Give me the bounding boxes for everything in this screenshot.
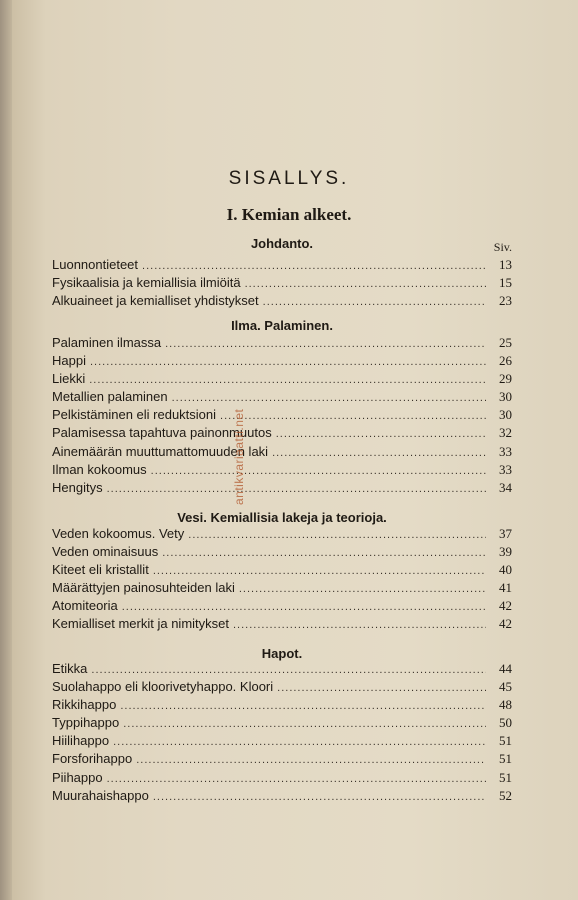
toc-entry-label: Suolahappo eli kloorivetyhappo. Kloori [52,679,274,695]
toc-entry [52,424,512,442]
toc-entry-page: 37 [499,526,512,541]
toc-entry-label: Määrättyjen painosuhteiden laki [52,580,235,596]
part-title: I. Kemian alkeet. [226,205,352,224]
toc-entry [52,579,512,597]
toc-entry [52,292,512,310]
toc-entry [52,461,512,479]
toc-entry-label: Piihappo [52,769,103,785]
section-title-vesi: Vesi. Kemiallisia lakeja ja teorioja. [177,510,387,525]
toc-entry [52,615,512,633]
dot-leader [90,353,486,371]
toc-entry [52,696,512,714]
book-spine-shadow [0,0,12,900]
toc-entry-label: Kiteet eli kristallit [52,562,149,578]
dot-leader [220,407,486,425]
toc-entry-page: 42 [499,598,512,614]
toc-entry-page: 30 [499,389,512,405]
dot-leader [188,526,486,544]
toc-entry-page: 29 [499,371,512,387]
toc-entry-page: 48 [499,697,512,713]
toc-entry [52,714,512,732]
toc-entry-label: Kemialliset merkit ja nimitykset [52,616,229,632]
toc-entry [52,274,512,292]
toc-entry [52,370,512,388]
dot-leader [153,788,486,806]
toc-list-hapot [52,660,512,805]
dot-leader [277,679,486,697]
dot-leader [89,371,486,389]
toc-entry-page: 42 [499,616,512,632]
toc-entry-label: Veden kokoomus. Vety [52,526,185,541]
toc-entry-label: Veden ominaisuus [52,544,159,560]
toc-entry-label: Pelkistäminen eli reduktsioni [52,407,217,423]
toc-entry-label: Metallien palaminen [52,389,168,405]
toc-entry-label: Forsforihappo [52,751,133,767]
dot-leader [122,598,486,616]
toc-entry-page: 15 [499,275,512,291]
toc-entry-label: Etikka [52,661,88,676]
toc-entry [52,256,512,274]
dot-leader [263,293,486,311]
toc-entry [52,388,512,406]
toc-entry [52,769,512,787]
toc-entry [52,443,512,461]
toc-entry-page: 40 [499,562,512,578]
toc-entry [52,479,512,497]
toc-list-johdanto [52,256,512,310]
toc-entry-label: Luonnontieteet [52,257,139,272]
toc-entry [52,787,512,805]
page-column-label: Siv. [493,240,512,254]
toc-entry-page: 33 [499,461,512,477]
toc-entry-label: Hengitys [52,479,103,495]
toc-entry-label: Fysikaalisia ja kemiallisia ilmiöitä [52,275,241,291]
toc-entry-page: 34 [499,479,512,495]
dot-leader [165,335,486,353]
toc-entry-page: 13 [499,257,512,272]
toc-entry-label: Palaminen ilmassa [52,335,162,350]
section-title-ilma: Ilma. Palaminen. [231,318,333,333]
toc-entry [52,543,512,561]
dot-leader [162,544,486,562]
dot-leader [107,770,486,788]
dot-leader [91,661,486,679]
toc-entry-page: 50 [499,715,512,731]
section-title-hapot: Hapot. [261,646,303,661]
dot-leader [276,425,486,443]
section-title-johdanto: Johdanto. [250,236,314,251]
dot-leader [107,480,486,498]
toc-entry-page: 30 [499,407,512,423]
toc-entry-page: 51 [499,751,512,767]
toc-entry [52,561,512,579]
toc-entry-page: 52 [499,787,512,803]
toc-entry-page: 33 [499,443,512,459]
toc-entry-page: 39 [499,544,512,560]
dot-leader [136,751,486,769]
toc-entry [52,334,512,352]
toc-entry [52,678,512,696]
toc-entry-label: Ainemäärän muuttumattomuuden laki [52,443,269,459]
dot-leader [151,462,486,480]
toc-entry-page: 23 [499,293,512,309]
toc-entry-label: Atomiteoria [52,598,118,614]
dot-leader [113,733,486,751]
toc-entry [52,750,512,768]
dot-leader [239,580,486,598]
toc-entry-label: Muurahaishappo [52,787,149,803]
watermark: antikvariaatti.net [232,408,246,505]
toc-entry-page: 26 [499,353,512,369]
toc-list-ilma [52,334,512,497]
toc-entry-label: Alkuaineet ja kemialliset yhdistykset [52,293,259,309]
toc-entry-page: 51 [499,733,512,749]
toc-list-vesi [52,525,512,634]
dot-leader [233,616,486,634]
toc-entry [52,406,512,424]
dot-leader [120,697,486,715]
toc-entry-label: Typpihappo [52,715,120,731]
toc-entry-label: Happi [52,353,86,369]
toc-entry-label: Hiilihappo [52,733,110,749]
toc-entry-page: 32 [499,425,512,441]
toc-entry [52,597,512,615]
toc-entry-label: Ilman kokoomus [52,461,147,477]
dot-leader [142,257,486,275]
dot-leader [245,275,486,293]
toc-entry-page: 25 [499,335,512,350]
toc-entry-page: 51 [499,769,512,785]
toc-entry-page: 41 [499,580,512,596]
toc-entry [52,352,512,370]
toc-entry [52,660,512,678]
page-title: SISALLYS. [228,168,350,189]
toc-entry-label: Rikkihappo [52,697,117,713]
toc-entry [52,732,512,750]
dot-leader [172,389,486,407]
toc-entry-page: 44 [499,661,512,676]
dot-leader [153,562,486,580]
toc-entry-page: 45 [499,679,512,695]
toc-entry-label: Palamisessa tapahtuva painonmuutos [52,425,272,441]
dot-leader [123,715,486,733]
toc-entry [52,525,512,543]
dot-leader [272,444,486,462]
toc-entry-label: Liekki [52,371,86,387]
